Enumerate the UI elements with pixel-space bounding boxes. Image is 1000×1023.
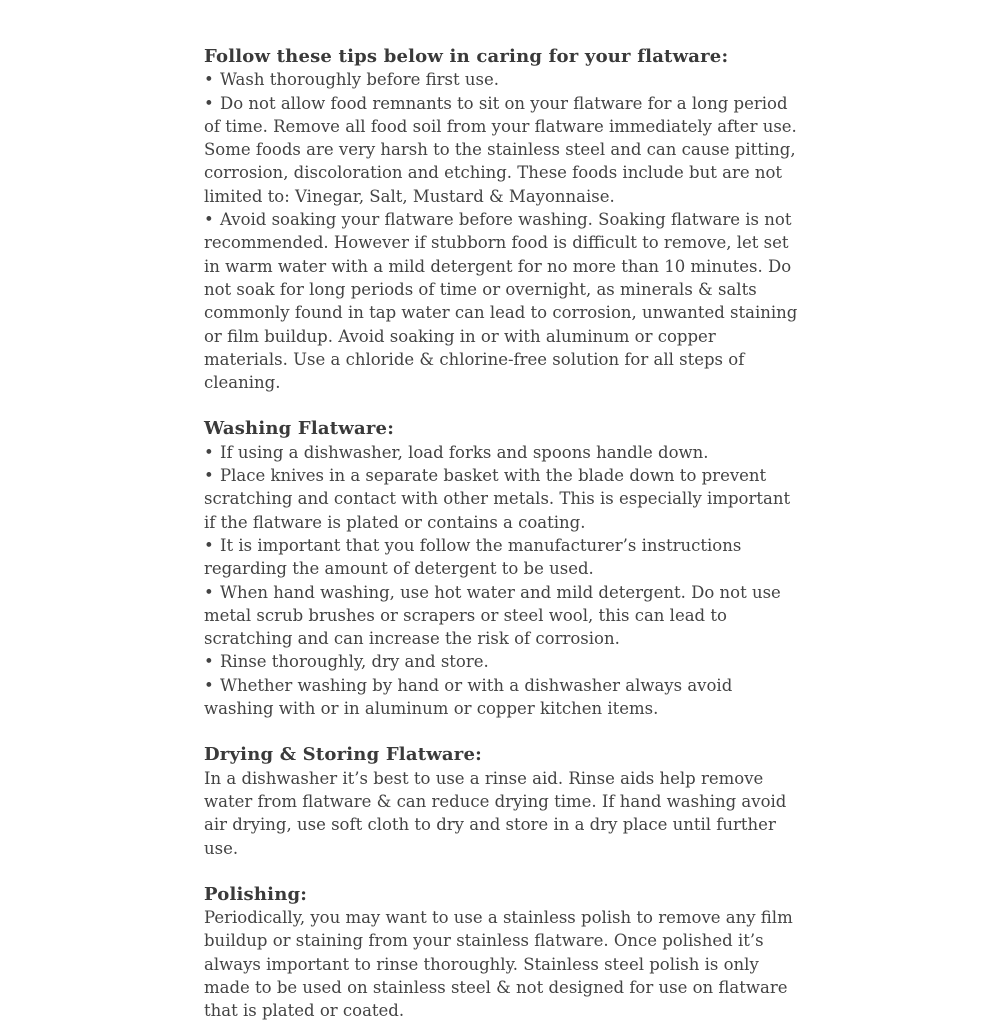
section-washing [204, 417, 801, 720]
section-care-tips-heading: Follow these tips below in caring for your flatware: [204, 46, 729, 67]
section-polishing [204, 883, 801, 1023]
bullet-item [204, 650, 801, 673]
section-polishing-heading: Polishing: [204, 883, 308, 905]
bullet-text: Do not allow food remnants to sit on your flatware for a long period of time. Remove all food soil from your flatware immediately after use. Some foods are very harsh to the stainless steel and can cause pitting, corrosion, discoloration and etching. These foods include but are not limited to: Vinegar, Salt, Mustard & Mayonnaise. [204, 93, 797, 206]
bullet-item [204, 92, 801, 208]
section-drying-storing [204, 743, 801, 859]
section-drying-storing-heading: Drying & Storing Flatware: [204, 744, 482, 766]
bullet-icon: • [204, 442, 214, 462]
bullet-text: If using a dishwasher, load forks and spoons handle down. [220, 442, 709, 462]
bullet-text: Rinse thoroughly, dry and store. [220, 652, 489, 672]
bullet-item [204, 208, 801, 394]
bullet-item [204, 674, 801, 721]
bullet-item [204, 464, 801, 534]
section-drying-storing-paragraph: In a dishwasher it’s best to use a rinse aid. Rinse aids help remove water from flatware & can reduce drying time. If hand washing avoid air drying, use soft cloth to dry and store in a dry place until further use. [204, 768, 787, 858]
bullet-icon: • [204, 210, 214, 230]
bullet-text: When hand washing, use hot water and mild detergent. Do not use metal scrub brushes or scrapers or steel wool, this can lead to scratching and can increase the risk of corrosion. [204, 582, 781, 649]
bullet-icon: • [204, 582, 214, 602]
bullet-icon: • [204, 466, 214, 486]
bullet-text: Wash thoroughly before first use. [220, 70, 499, 90]
bullet-icon: • [204, 70, 214, 90]
bullet-text: Whether washing by hand or with a dishwasher always avoid washing with or in aluminum or copper kitchen items. [204, 675, 733, 719]
section-care-tips [204, 45, 801, 394]
bullet-text: Avoid soaking your flatware before washing. Soaking flatware is not recommended. However if stubborn food is difficult to remove, let set in warm water with a mild detergent for no more than 10 minutes. Do not soak for long periods of time or overnight, as minerals & salts commonly found in tap water can lead to corrosion, unwanted staining or film buildup. Avoid soaking in or with aluminum or copper materials. Use a chloride & chlorine-free solution for all steps of cleaning. [204, 210, 798, 393]
flatware-care-document [204, 0, 801, 1023]
bullet-icon: • [204, 675, 214, 695]
bullet-text: It is important that you follow the manufacturer’s instructions regarding the amount of detergent to be used. [204, 535, 742, 579]
section-washing-heading: Washing Flatware: [204, 418, 395, 440]
bullet-item [204, 441, 801, 464]
bullet-item [204, 581, 801, 651]
bullet-icon: • [204, 93, 214, 113]
bullet-icon: • [204, 535, 214, 555]
bullet-item [204, 68, 801, 91]
bullet-item [204, 534, 801, 581]
bullet-text: Place knives in a separate basket with the blade down to prevent scratching and contact with other metals. This is especially important if the flatware is plated or contains a coating. [204, 466, 791, 532]
bullet-icon: • [204, 652, 214, 672]
section-polishing-paragraph: Periodically, you may want to use a stainless polish to remove any film buildup or staining from your stainless flatware. Once polished it’s always important to rinse thoroughly. Stainless steel polish is only made to be used on stainless steel & not designed for use on flatware that is plated or coated. [204, 908, 793, 1021]
